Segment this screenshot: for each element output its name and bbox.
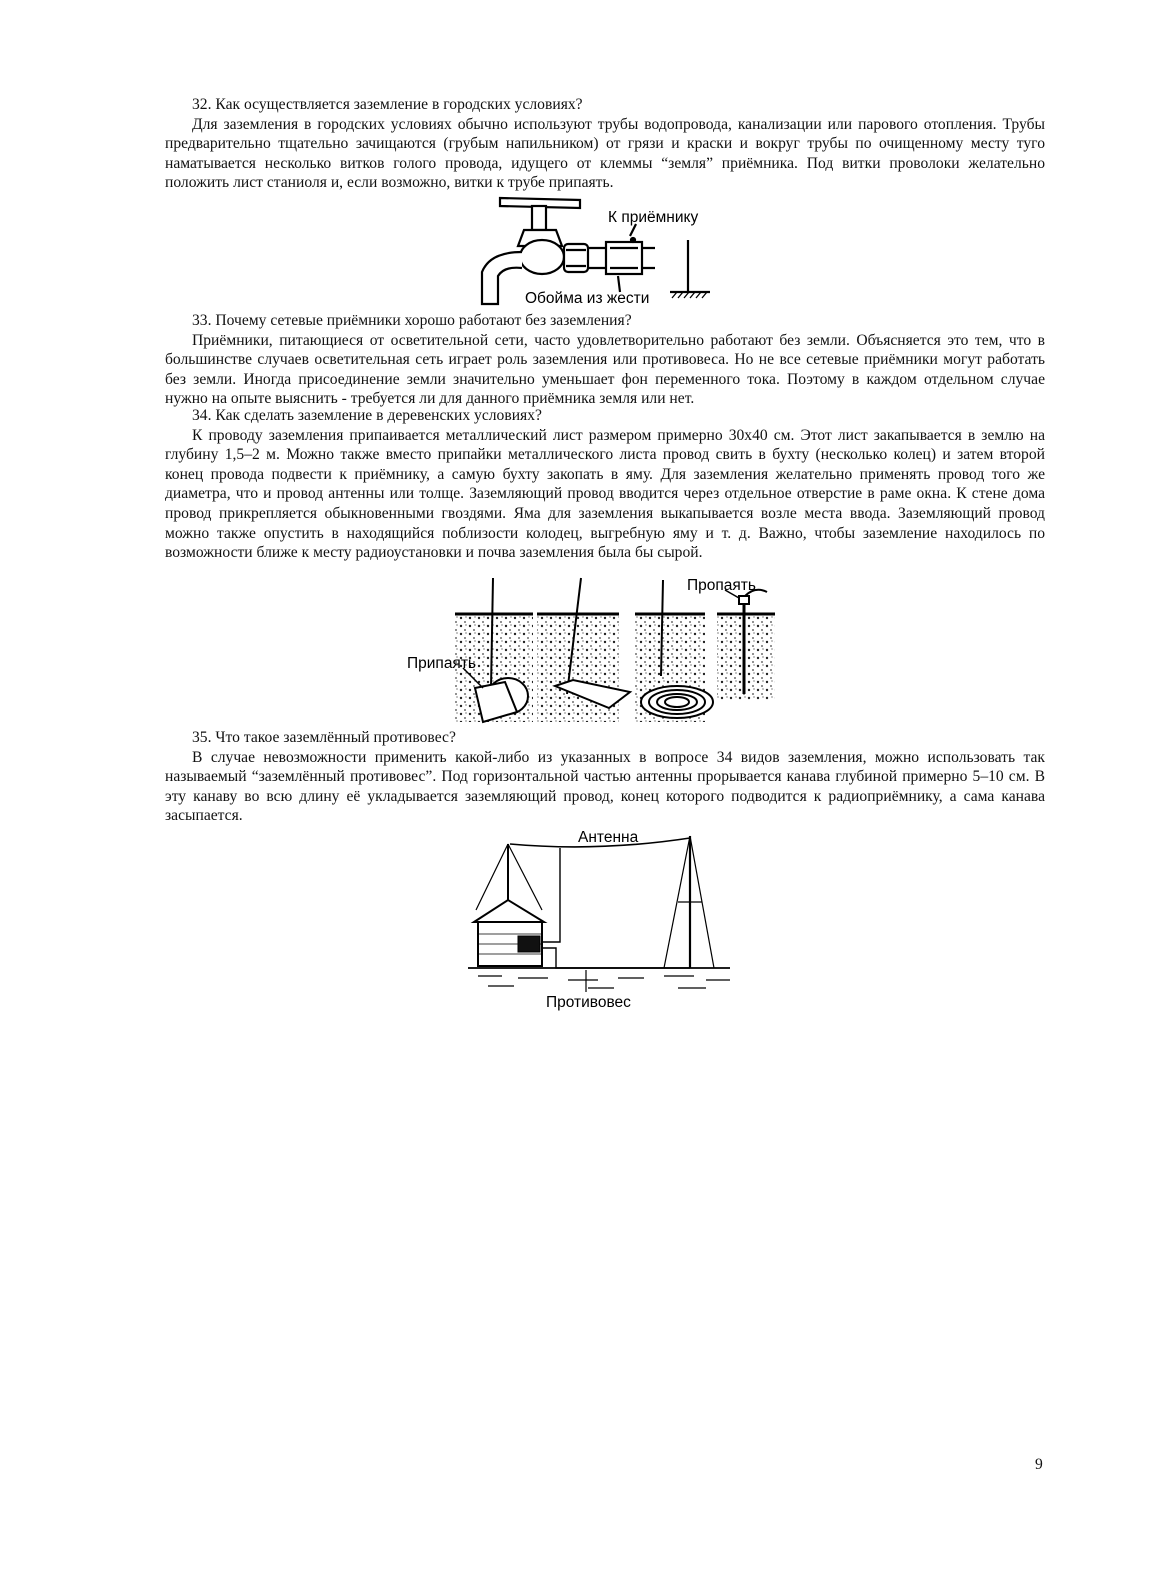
section-32	[165, 95, 1045, 193]
counterpoise-drawing	[468, 836, 730, 992]
label-solder-right: Пропаять	[687, 577, 756, 594]
answer-34: К проводу заземления припаивается металлический лист размером примерно 30х40 см. Этот лист закапывается в землю на глубину 1,5–2 м. Можно также вместо припайки металлического листа провод свить в бухту (несколько колец) и затем второй конец провода подвести к приёмнику, а самую бухту закопать в яму. Для заземления желательно применять провод того же диаметра, что и провод антенны или толще. Заземляющий провод вводится через отдельное отверстие в раме окна. К стене дома провод прикрепляется обыкновенными гвоздями. Яма для заземления выкапывается возле места ввода. Заземляющий провод можно также опустить в находящийся поблизости колодец, выгребную яму и т. д. Важно, чтобы заземление находилось по возможности ближе к месту радиоустановки и почва заземления была бы сырой.	[165, 426, 1045, 562]
label-counterpoise: Противовес	[546, 994, 631, 1011]
answer-32: Для заземления в городских условиях обычно используют трубы водопровода, канализации или парового отопления. Трубы предварительно тщательно зачищаются (грубым напильником) от грязи и краски и вокруг трубы по очищенному месту туго наматывается несколько витков голого провода, идущего от клеммы “земля” приёмника. Под витки проволоки желательно положить лист станиоля и, если возможно, витки к трубе припаять.	[165, 115, 1045, 192]
page-number: 9	[1035, 1456, 1043, 1473]
section-33	[165, 311, 1045, 409]
figure-faucet-grounding	[470, 192, 720, 307]
question-32: 32. Как осуществляется заземление в городских условиях?	[192, 96, 583, 113]
figure-counterpoise	[468, 822, 738, 1012]
section-35	[165, 728, 1045, 826]
answer-33: Приёмники, питающиеся от осветительной сети, часто удовлетворительно работают без земли. Объясняется это тем, что в большинстве случаев осветительная сеть играет роль заземления или противовеса. Но не все сетевые приёмники могут работать без земли. Иногда присоединение земли значительно уменьшает фон переменного тока. Поэтому в каждом отдельном случае нужно на опыте выяснить - требуется ли для данного приёмника земля или нет.	[165, 331, 1045, 408]
question-35: 35. Что такое заземлённый противовес?	[192, 729, 456, 746]
label-antenna: Антенна	[578, 829, 639, 846]
answer-35: В случае невозможности применить какой-либо из указанных в вопросе 34 видов заземления, можно использовать так называемый “заземлённый противовес”. Под горизонтальной частью антенны прорывается канава глубиной примерно 5–10 см. В эту канаву во всю длину её укладывается заземляющий провод, конец которого подводится к радиоприёмнику, а сама канава засыпается.	[165, 748, 1045, 825]
label-tin-clamp: Обойма из жести	[525, 290, 650, 307]
question-33: 33. Почему сетевые приёмники хорошо работают без заземления?	[192, 312, 632, 329]
question-34: 34. Как сделать заземление в деревенских условиях?	[192, 407, 542, 424]
figure-rural-grounding	[405, 576, 785, 726]
label-to-receiver: К приёмнику	[608, 209, 699, 226]
label-solder-left: Припаять	[407, 655, 477, 672]
section-34	[165, 406, 1045, 563]
